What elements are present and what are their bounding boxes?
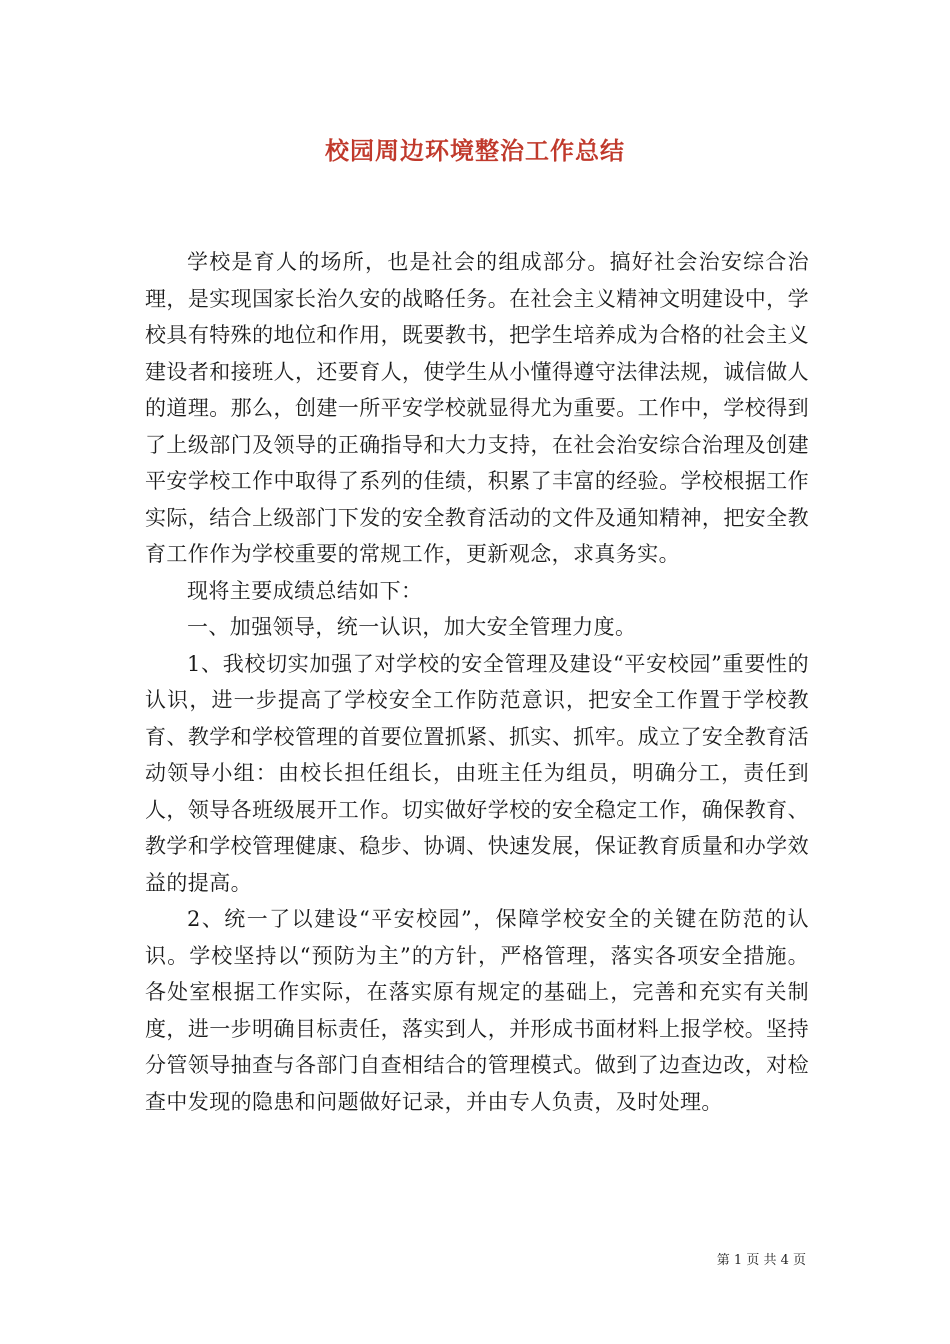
paragraph-item-two: 2、统一了以建设“平安校园”，保障学校安全的关键在防范的认识。学校坚持以“预防为主”的方针，严格管理，落实各项安全措施。各处室根据工作实际，在落实原有规定的基础上，完善和充实有关制度，进一步明确目标责任，落实到人，并形成书面材料上报学校。坚持分管领导抽查与各部门自查相结合的管理模式。做到了边查边改，对检查中发现的隐患和问题做好记录，并由专人负责，及时处理。 bbox=[145, 907, 809, 1114]
paragraph-intro: 学校是育人的场所，也是社会的组成部分。搞好社会治安综合治理，是实现国家长治久安的战略任务。在社会主义精神文明建设中，学校具有特殊的地位和作用，既要教书，把学生培养成为合格的社会主义建设者和接班人，还要育人，使学生从小懂得遵守法律法规，诚信做人的道理。那么，创建一所平安学校就显得尤为重要。工作中，学校得到了上级部门及领导的正确指导和大力支持，在社会治安综合治理及创建平安学校工作中取得了系列的佳绩，积累了丰富的经验。学校根据工作实际，结合上级部门下发的安全教育活动的文件及通知精神，把安全教育工作作为学校重要的常规工作，更新观念，求真务实。 bbox=[145, 250, 809, 566]
document-body bbox=[145, 244, 809, 1120]
paragraph-summary-lead: 现将主要成绩总结如下： bbox=[187, 578, 423, 603]
paragraph-section-one-heading: 一、加强领导，统一认识，加大安全管理力度。 bbox=[187, 615, 637, 639]
document-title: 校园周边环境整治工作总结 bbox=[325, 136, 625, 165]
page-number-footer: 第 1 页 共 4 页 bbox=[716, 1253, 806, 1268]
paragraph-item-one: 1、我校切实加强了对学校的安全管理及建设“平安校园”重要性的认识，进一步提高了学校安全工作防范意识，把安全工作置于学校教育、教学和学校管理的首要位置抓紧、抓实、抓牢。成立了安全教育活动领导小组：由校长担任组长，由班主任为组员，明确分工，责任到人，领导各班级展开工作。切实做好学校的安全稳定工作，确保教育、教学和学校管理健康、稳步、协调、快速发展，保证教育质量和办学效益的提高。 bbox=[145, 651, 809, 895]
